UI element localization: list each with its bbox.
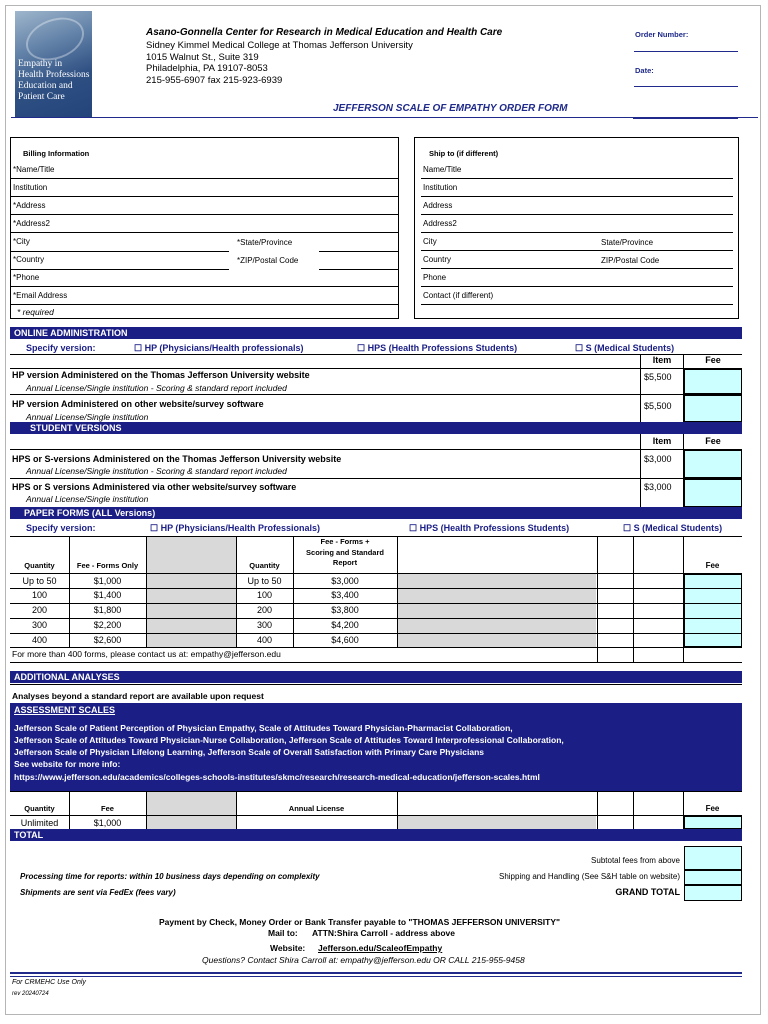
scales-price: $1,000 bbox=[93, 818, 122, 828]
online-row-fee-input[interactable] bbox=[684, 395, 742, 422]
ship-state-label: State/Province bbox=[601, 238, 654, 247]
ship-city-field[interactable]: City bbox=[421, 233, 733, 251]
paper-row-qty2: 100 bbox=[256, 590, 273, 600]
paper-row-fee: $2,600 bbox=[93, 635, 122, 645]
student-row-title: HPS or S versions Administered via other website/survey software bbox=[12, 482, 297, 492]
online-hps-checkbox[interactable]: ☐ HPS (Health Professions Students) bbox=[357, 343, 518, 353]
billing-address2-field[interactable]: *Address2 bbox=[11, 215, 398, 233]
paper-row-qty2: 200 bbox=[256, 605, 273, 615]
paper-hps-checkbox[interactable]: ☐ HPS (Health Professions Students) bbox=[409, 523, 570, 533]
paper-row-qty2: 400 bbox=[256, 635, 273, 645]
scales-line: See website for more info: bbox=[14, 759, 121, 769]
shipping-input[interactable] bbox=[684, 870, 742, 885]
scales-fee-input[interactable] bbox=[684, 816, 742, 829]
additional-heading: ADDITIONAL ANALYSES bbox=[10, 671, 742, 683]
paper-s-checkbox[interactable]: ☐ S (Medical Students) bbox=[623, 523, 723, 533]
student-row-fee-input[interactable] bbox=[684, 450, 742, 478]
scales-license-header: Annual License bbox=[288, 804, 345, 813]
billing-name-field[interactable]: *Name/Title bbox=[11, 161, 398, 179]
ship-address2-field[interactable]: Address2 bbox=[421, 215, 733, 233]
online-fee-header: Fee bbox=[705, 355, 721, 365]
date-label: Date: bbox=[635, 66, 654, 75]
billing-box bbox=[10, 137, 399, 319]
mail-to-value: ATTN:Shira Carroll - address above bbox=[312, 928, 455, 938]
grand-total-label: GRAND TOTAL bbox=[615, 887, 680, 897]
paper-fee-scoring-header: Fee - Forms + Scoring and Standard Report bbox=[306, 537, 384, 567]
paper-qty-header: Quantity bbox=[24, 561, 55, 570]
form-title: JEFFERSON SCALE OF EMPATHY ORDER FORM bbox=[333, 103, 568, 114]
student-row-title: HPS or S-versions Administered on the Thomas Jefferson University website bbox=[12, 454, 342, 464]
scales-line: Jefferson Scale of Attitudes Toward Physician-Nurse Collaboration, Jefferson Scale of Attitudes Toward Interprofessional Collaboration, bbox=[14, 735, 564, 745]
fedex-note: Shipments are sent via FedEx (fees vary) bbox=[20, 888, 176, 897]
online-row-price: $5,500 bbox=[644, 401, 672, 411]
paper-row-fee2: $3,000 bbox=[331, 576, 359, 586]
paper-qty2-header: Quantity bbox=[249, 561, 280, 570]
billing-institution-field[interactable]: Institution bbox=[11, 179, 398, 197]
paper-heading: PAPER FORMS (ALL Versions) bbox=[10, 507, 742, 519]
online-row-title: HP version Administered on the Thomas Jefferson University website bbox=[12, 370, 310, 380]
online-hp-checkbox[interactable]: ☐ HP (Physicians/Health professionals) bbox=[134, 343, 304, 353]
website-link[interactable]: Jefferson.edu/ScaleofEmpathy bbox=[318, 943, 443, 953]
ship-zip-label: ZIP/Postal Code bbox=[601, 256, 660, 265]
online-row-sub: Annual License/Single institution - Scoring & standard report included bbox=[26, 383, 287, 393]
paper-row-qty: 300 bbox=[31, 620, 48, 630]
subtotal-label: Subtotal fees from above bbox=[591, 856, 680, 865]
scales-line: Jefferson Scale of Patient Perception of Physician Empathy, Scale of Attitudes Toward Physician-Pharmacist Collaboration, bbox=[14, 723, 513, 733]
scales-qty-header: Quantity bbox=[24, 804, 55, 813]
total-heading: TOTAL bbox=[10, 829, 742, 841]
student-row-fee-input[interactable] bbox=[684, 479, 742, 507]
grand-total-input[interactable] bbox=[684, 885, 742, 901]
scales-fee2-header: Fee bbox=[705, 804, 720, 813]
ship-name-field[interactable]: Name/Title bbox=[421, 161, 733, 179]
paper-row-fee: $1,400 bbox=[93, 590, 122, 600]
paper-row-fee: $1,800 bbox=[93, 605, 122, 615]
billing-phone-field[interactable]: *Phone bbox=[11, 269, 398, 287]
paper-row-fee2: $4,600 bbox=[331, 635, 359, 645]
online-item-header: Item bbox=[652, 355, 672, 365]
order-number-label: Order Number: bbox=[635, 30, 689, 39]
paper-row-fee2: $3,400 bbox=[331, 590, 359, 600]
questions-line: Questions? Contact Shira Carroll at: empathy@jefferson.edu OR CALL 215-955-9458 bbox=[202, 955, 525, 965]
billing-country-field[interactable]: *Country bbox=[13, 255, 45, 264]
ship-contact-field[interactable]: Contact (if different) bbox=[421, 287, 733, 305]
paper-row-qty: Up to 50 bbox=[22, 576, 57, 586]
online-specify-label: Specify version: bbox=[26, 343, 96, 353]
paper-row-qty: 200 bbox=[31, 605, 48, 615]
student-item-header: Item bbox=[652, 436, 672, 446]
revision: rev 20240724 bbox=[12, 991, 49, 997]
subtotal-input[interactable] bbox=[684, 846, 742, 870]
student-heading: STUDENT VERSIONS bbox=[10, 422, 742, 434]
ship-address-field[interactable]: Address bbox=[421, 197, 733, 215]
additional-text: Analyses beyond a standard report are available upon request bbox=[12, 691, 264, 701]
paper-row-qty: 400 bbox=[31, 635, 48, 645]
billing-city-field[interactable]: *City bbox=[13, 237, 30, 246]
date-line bbox=[634, 86, 738, 87]
website-label: Website: bbox=[270, 943, 306, 953]
scales-heading: ASSESSMENT SCALES bbox=[14, 705, 116, 715]
mail-to-label: Mail to: bbox=[268, 928, 298, 938]
paper-row-qty: 100 bbox=[31, 590, 48, 600]
processing-note: Processing time for reports: within 10 business days depending on complexity bbox=[20, 872, 320, 881]
paper-fee-input[interactable] bbox=[684, 574, 742, 647]
ship-institution-field[interactable]: Institution bbox=[421, 179, 733, 197]
online-row-price: $5,500 bbox=[644, 372, 672, 382]
online-heading: ONLINE ADMINISTRATION bbox=[10, 327, 742, 339]
paper-row-fee2: $4,200 bbox=[331, 620, 359, 630]
paper-contact-note: For more than 400 forms, please contact us at: empathy@jefferson.edu bbox=[12, 649, 281, 659]
order-form-page bbox=[5, 5, 761, 1015]
org-address: Sidney Kimmel Medical College at Thomas Jefferson University 1015 Walnut St., Suite 319 Philadelphia, PA 19107-8053 215-955-6907 fax 215-923-6939 bbox=[146, 40, 413, 86]
ship-phone-field[interactable]: Phone bbox=[421, 269, 733, 287]
paper-fee-only-header: Fee - Forms Only bbox=[76, 561, 139, 570]
required-note: * required bbox=[17, 307, 54, 317]
paper-row-qty2: Up to 50 bbox=[247, 576, 282, 586]
student-fee-header: Fee bbox=[705, 436, 721, 446]
shipping-heading: Ship to (if different) bbox=[429, 149, 499, 158]
billing-heading: Billing Information bbox=[23, 149, 90, 158]
online-row-title: HP version Administered on other website/survey software bbox=[12, 399, 264, 409]
paper-row-fee2: $3,800 bbox=[331, 605, 359, 615]
paper-row-qty2: 300 bbox=[256, 620, 273, 630]
ship-country-field[interactable]: Country bbox=[421, 251, 733, 269]
student-row-price: $3,000 bbox=[644, 482, 672, 492]
billing-email-field[interactable]: *Email Address bbox=[11, 287, 398, 305]
billing-state-label: *State/Province bbox=[237, 238, 293, 247]
order-number-line bbox=[634, 51, 738, 52]
scales-link[interactable]: https://www.jefferson.edu/academics/colleges-schools-institutes/skmc/research/research-medical-education/jefferson-scales.html bbox=[14, 772, 540, 782]
scales-fee-header: Fee bbox=[101, 804, 114, 813]
paper-fee-header: Fee bbox=[705, 561, 720, 570]
scales-qty: Unlimited bbox=[20, 818, 59, 828]
org-name: Asano-Gonnella Center for Research in Medical Education and Health Care bbox=[146, 27, 503, 38]
payment-line: Payment by Check, Money Order or Bank Transfer payable to "THOMAS JEFFERSON UNIVERSITY" bbox=[159, 917, 561, 927]
shipping-box bbox=[414, 137, 739, 319]
paper-hp-checkbox[interactable]: ☐ HP (Physicians/Health Professionals) bbox=[150, 523, 320, 533]
student-row-sub: Annual License/Single institution - Scoring & standard report included bbox=[26, 466, 287, 476]
billing-zip-label: *ZIP/Postal Code bbox=[237, 256, 299, 265]
online-row-fee-input[interactable] bbox=[684, 369, 742, 394]
empathy-book-logo: Empathy in Health Professions Education and Patient Care bbox=[15, 11, 92, 118]
shipping-label: Shipping and Handling (See S&H table on website) bbox=[498, 872, 680, 881]
paper-specify-label: Specify version: bbox=[26, 523, 96, 533]
student-row-sub: Annual License/Single institution bbox=[26, 494, 149, 504]
footer-rule bbox=[10, 972, 742, 974]
billing-address-field[interactable]: *Address bbox=[11, 197, 398, 215]
student-row-price: $3,000 bbox=[644, 454, 672, 464]
paper-row-fee: $2,200 bbox=[93, 620, 122, 630]
crmehc-use-only: For CRMEHC Use Only bbox=[12, 979, 86, 986]
online-row-sub: Annual License/Single institution bbox=[26, 412, 149, 422]
scales-line: Jefferson Scale of Physician Lifelong Learning, Jefferson Scale of Overall Satisfaction with Primary Care Physicians bbox=[14, 747, 485, 757]
paper-row-fee: $1,000 bbox=[93, 576, 122, 586]
online-s-checkbox[interactable]: ☐ S (Medical Students) bbox=[575, 343, 675, 353]
